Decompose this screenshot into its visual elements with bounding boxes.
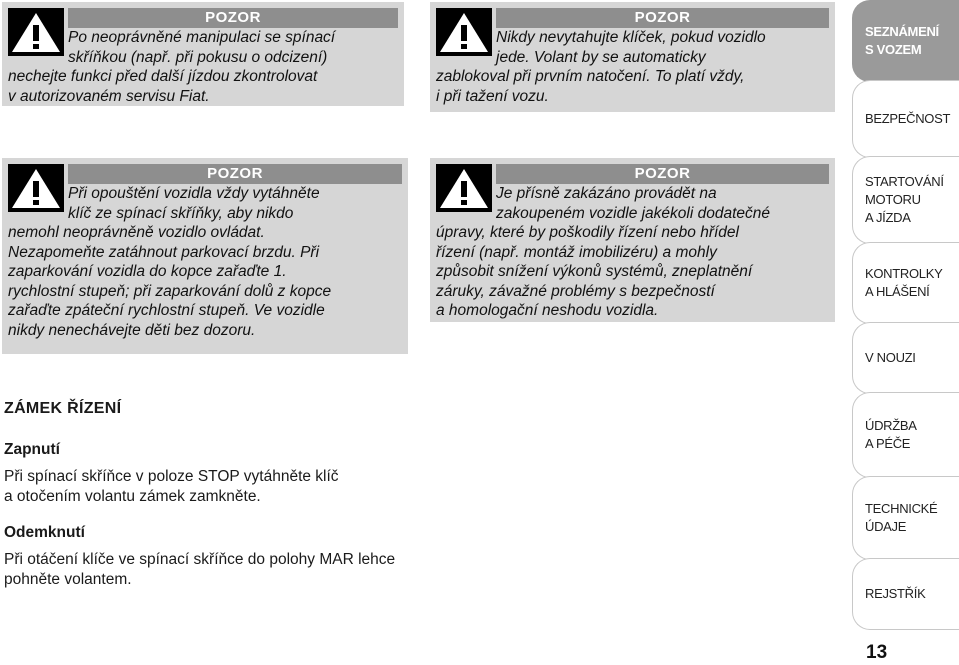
warning-line: zablokoval při prvním natočení. To platí vždy, xyxy=(436,68,745,85)
paragraph-line: Při spínací skříňce v poloze STOP vytáhněte klíč xyxy=(4,468,339,485)
paragraph-odemknuti xyxy=(4,550,424,590)
tab-label: REJSTŘÍK xyxy=(865,586,926,601)
warning-line: Nikdy nevytahujte klíček, pokud vozidlo xyxy=(496,29,766,46)
paragraph-line: pohněte volantem. xyxy=(4,571,132,588)
subheading-zapnuti: Zapnutí xyxy=(4,441,60,458)
warning-line: i při tažení vozu. xyxy=(436,87,549,105)
tab-label: V NOUZI xyxy=(865,350,916,365)
warning-header: POZOR xyxy=(68,8,398,28)
tab-bezpecnost[interactable] xyxy=(852,80,959,158)
tab-seznameni-s-vozem[interactable] xyxy=(852,0,959,82)
warning-line: nemohl neoprávněně vozidlo ovládat. xyxy=(8,224,265,241)
warning-line: nikdy nenechávejte děti bez dozoru. xyxy=(8,321,256,339)
page-number: 13 xyxy=(866,642,888,663)
tab-technicke-udaje[interactable] xyxy=(852,476,959,560)
warning-header: POZOR xyxy=(496,8,829,28)
warning-line: Po neoprávněné manipulaci se spínací xyxy=(68,29,336,46)
tab-label: BEZPEČNOST xyxy=(865,111,951,126)
section-title: ZÁMEK ŘÍZENÍ xyxy=(4,400,122,417)
tab-startovani-motoru[interactable] xyxy=(852,156,959,244)
warning-box-3 xyxy=(2,158,408,354)
paragraph-zapnuti xyxy=(4,467,424,507)
warning-text xyxy=(8,184,400,340)
warning-line: zařaďte zpáteční rychlostní stupeň. Ve vozidle xyxy=(8,302,325,319)
warning-line: Při opouštění vozidla vždy vytáhněte xyxy=(68,185,320,202)
paragraph-line: a otočením volantu zámek zamkněte. xyxy=(4,488,261,505)
warning-line: způsobit snížení výkonů systémů, zneplatnění xyxy=(436,263,753,280)
warning-box-4 xyxy=(430,158,835,322)
warning-line: řízení (např. montáž imobilizéru) a mohly xyxy=(436,243,717,261)
warning-line: v autorizovaném servisu Fiat. xyxy=(8,87,210,105)
warning-text xyxy=(8,28,396,106)
warning-line: Nezapomeňte zatáhnout parkovací brzdu. Při xyxy=(8,243,320,261)
tab-v-nouzi[interactable] xyxy=(852,322,959,394)
warning-line: zaparkování vozidla do kopce zařaďte 1. xyxy=(8,263,287,280)
warning-line: záruky, závažné problémy s bezpečností xyxy=(436,282,715,300)
chapter-tabs-sidebar xyxy=(852,0,959,665)
warning-line: jede. Volant by se automaticky xyxy=(496,48,706,66)
tab-label: TECHNICKÉ ÚDAJE xyxy=(865,501,938,534)
warning-header: POZOR xyxy=(68,164,402,184)
tab-label: STARTOVÁNÍ MOTORU A JÍZDA xyxy=(865,174,944,225)
tab-kontrolky[interactable] xyxy=(852,242,959,324)
warning-line: Je přísně zakázáno provádět na xyxy=(496,185,717,202)
warning-header: POZOR xyxy=(496,164,829,184)
paragraph-line: Při otáčení klíče ve spínací skříňce do polohy MAR lehce xyxy=(4,551,396,568)
warning-line: skříňkou (např. při pokusu o odcizení) xyxy=(68,48,328,66)
subheading-odemknuti: Odemknutí xyxy=(4,524,85,541)
warning-text xyxy=(436,28,827,106)
tab-label: ÚDRŽBA A PÉČE xyxy=(865,418,917,451)
warning-line: úpravy, které by poškodily řízení nebo hřídel xyxy=(436,224,739,241)
tab-label: KONTROLKY A HLÁŠENÍ xyxy=(865,266,943,299)
warning-line: nechejte funkci před další jízdou zkontrolovat xyxy=(8,68,318,85)
warning-line: rychlostní stupeň; při zaparkování dolů z kopce xyxy=(8,282,332,300)
warning-box-2 xyxy=(430,2,835,112)
tab-label: SEZNÁMENÍ S VOZEM xyxy=(865,24,939,57)
tab-udrzba[interactable] xyxy=(852,392,959,478)
warning-line: a homologační neshodu vozidla. xyxy=(436,302,659,319)
warning-line: zakoupeném vozidle jakékoli dodatečné xyxy=(496,204,771,222)
tab-rejstrik[interactable] xyxy=(852,558,959,630)
warning-line: klíč ze spínací skříňky, aby nikdo xyxy=(68,204,294,222)
warning-box-1 xyxy=(2,2,404,106)
warning-text xyxy=(436,184,827,321)
